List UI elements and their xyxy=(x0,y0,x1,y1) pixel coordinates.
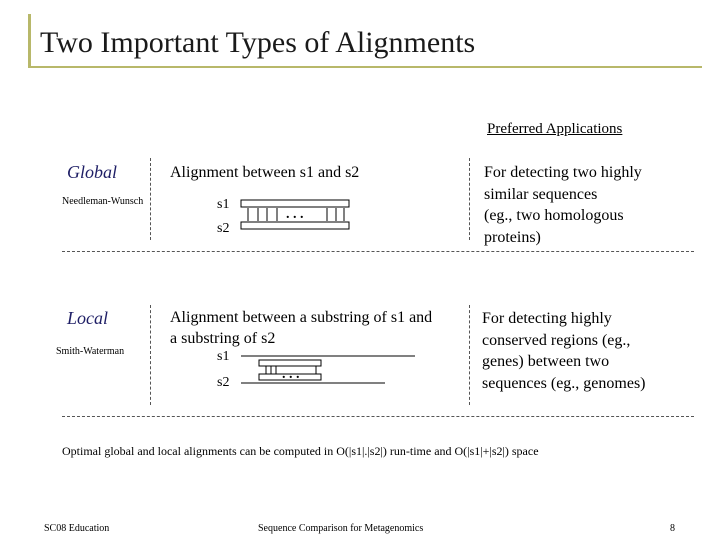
slide-title: Two Important Types of Alignments xyxy=(40,26,476,59)
divider-global-left xyxy=(150,158,151,240)
global-application-line: similar sequences xyxy=(484,185,598,203)
global-type-label: Global xyxy=(67,162,118,182)
local-application xyxy=(482,308,646,394)
row-separator-2 xyxy=(62,416,694,417)
global-seq2-label: s2 xyxy=(217,221,230,236)
page-number: 8 xyxy=(670,523,675,534)
preferred-applications-heading: Preferred Applications xyxy=(487,121,623,137)
global-application-line: (eg., two homologous xyxy=(484,207,624,224)
global-seq2-bar xyxy=(241,222,349,229)
local-application-line: For detecting highly xyxy=(482,310,612,327)
global-description-text: Alignment between s1 and s2 xyxy=(170,164,360,181)
footer-left: SC08 Education xyxy=(44,523,110,534)
global-seq1-label: s1 xyxy=(217,197,230,212)
footer-center: Sequence Comparison for Metagenomics xyxy=(258,523,424,534)
divider-local-left xyxy=(150,305,151,405)
smith-waterman-label: Smith-Waterman xyxy=(56,346,125,357)
divider-global-right xyxy=(469,158,470,240)
local-description-line: Alignment between a substring of s1 and xyxy=(170,309,433,326)
local-type-label: Local xyxy=(67,308,109,328)
global-ellipsis: . . . xyxy=(286,207,304,222)
global-application-line: For detecting two highly xyxy=(484,164,642,181)
local-description xyxy=(170,307,432,349)
local-application-line: sequences (eg., genomes) xyxy=(482,374,646,392)
row-separator-1 xyxy=(62,251,694,252)
global-application xyxy=(484,162,642,248)
local-seq1-label: s1 xyxy=(217,349,230,364)
local-application-line: conserved regions (eg., xyxy=(482,331,631,349)
local-application-line: genes) between two xyxy=(482,353,610,370)
local-seq1-region xyxy=(259,360,321,366)
global-alignment-diagram xyxy=(240,198,352,234)
local-ellipsis: . . . xyxy=(282,367,300,382)
local-seq2-label: s2 xyxy=(217,375,230,390)
local-description-line: a substring of s2 xyxy=(170,330,276,347)
title-frame-horizontal xyxy=(28,66,702,68)
global-application-line: proteins) xyxy=(484,228,541,246)
global-description xyxy=(170,162,359,183)
title-frame-vertical xyxy=(28,14,31,68)
divider-local-right xyxy=(469,305,470,405)
needleman-wunsch-label: Needleman-Wunsch xyxy=(62,196,144,207)
local-alignment-diagram xyxy=(240,352,420,388)
complexity-summary: Optimal global and local alignments can be computed in O(|s1|.|s2|) run-time and O(|s1|+|s2|) space xyxy=(62,444,539,458)
global-seq1-bar xyxy=(241,200,349,207)
